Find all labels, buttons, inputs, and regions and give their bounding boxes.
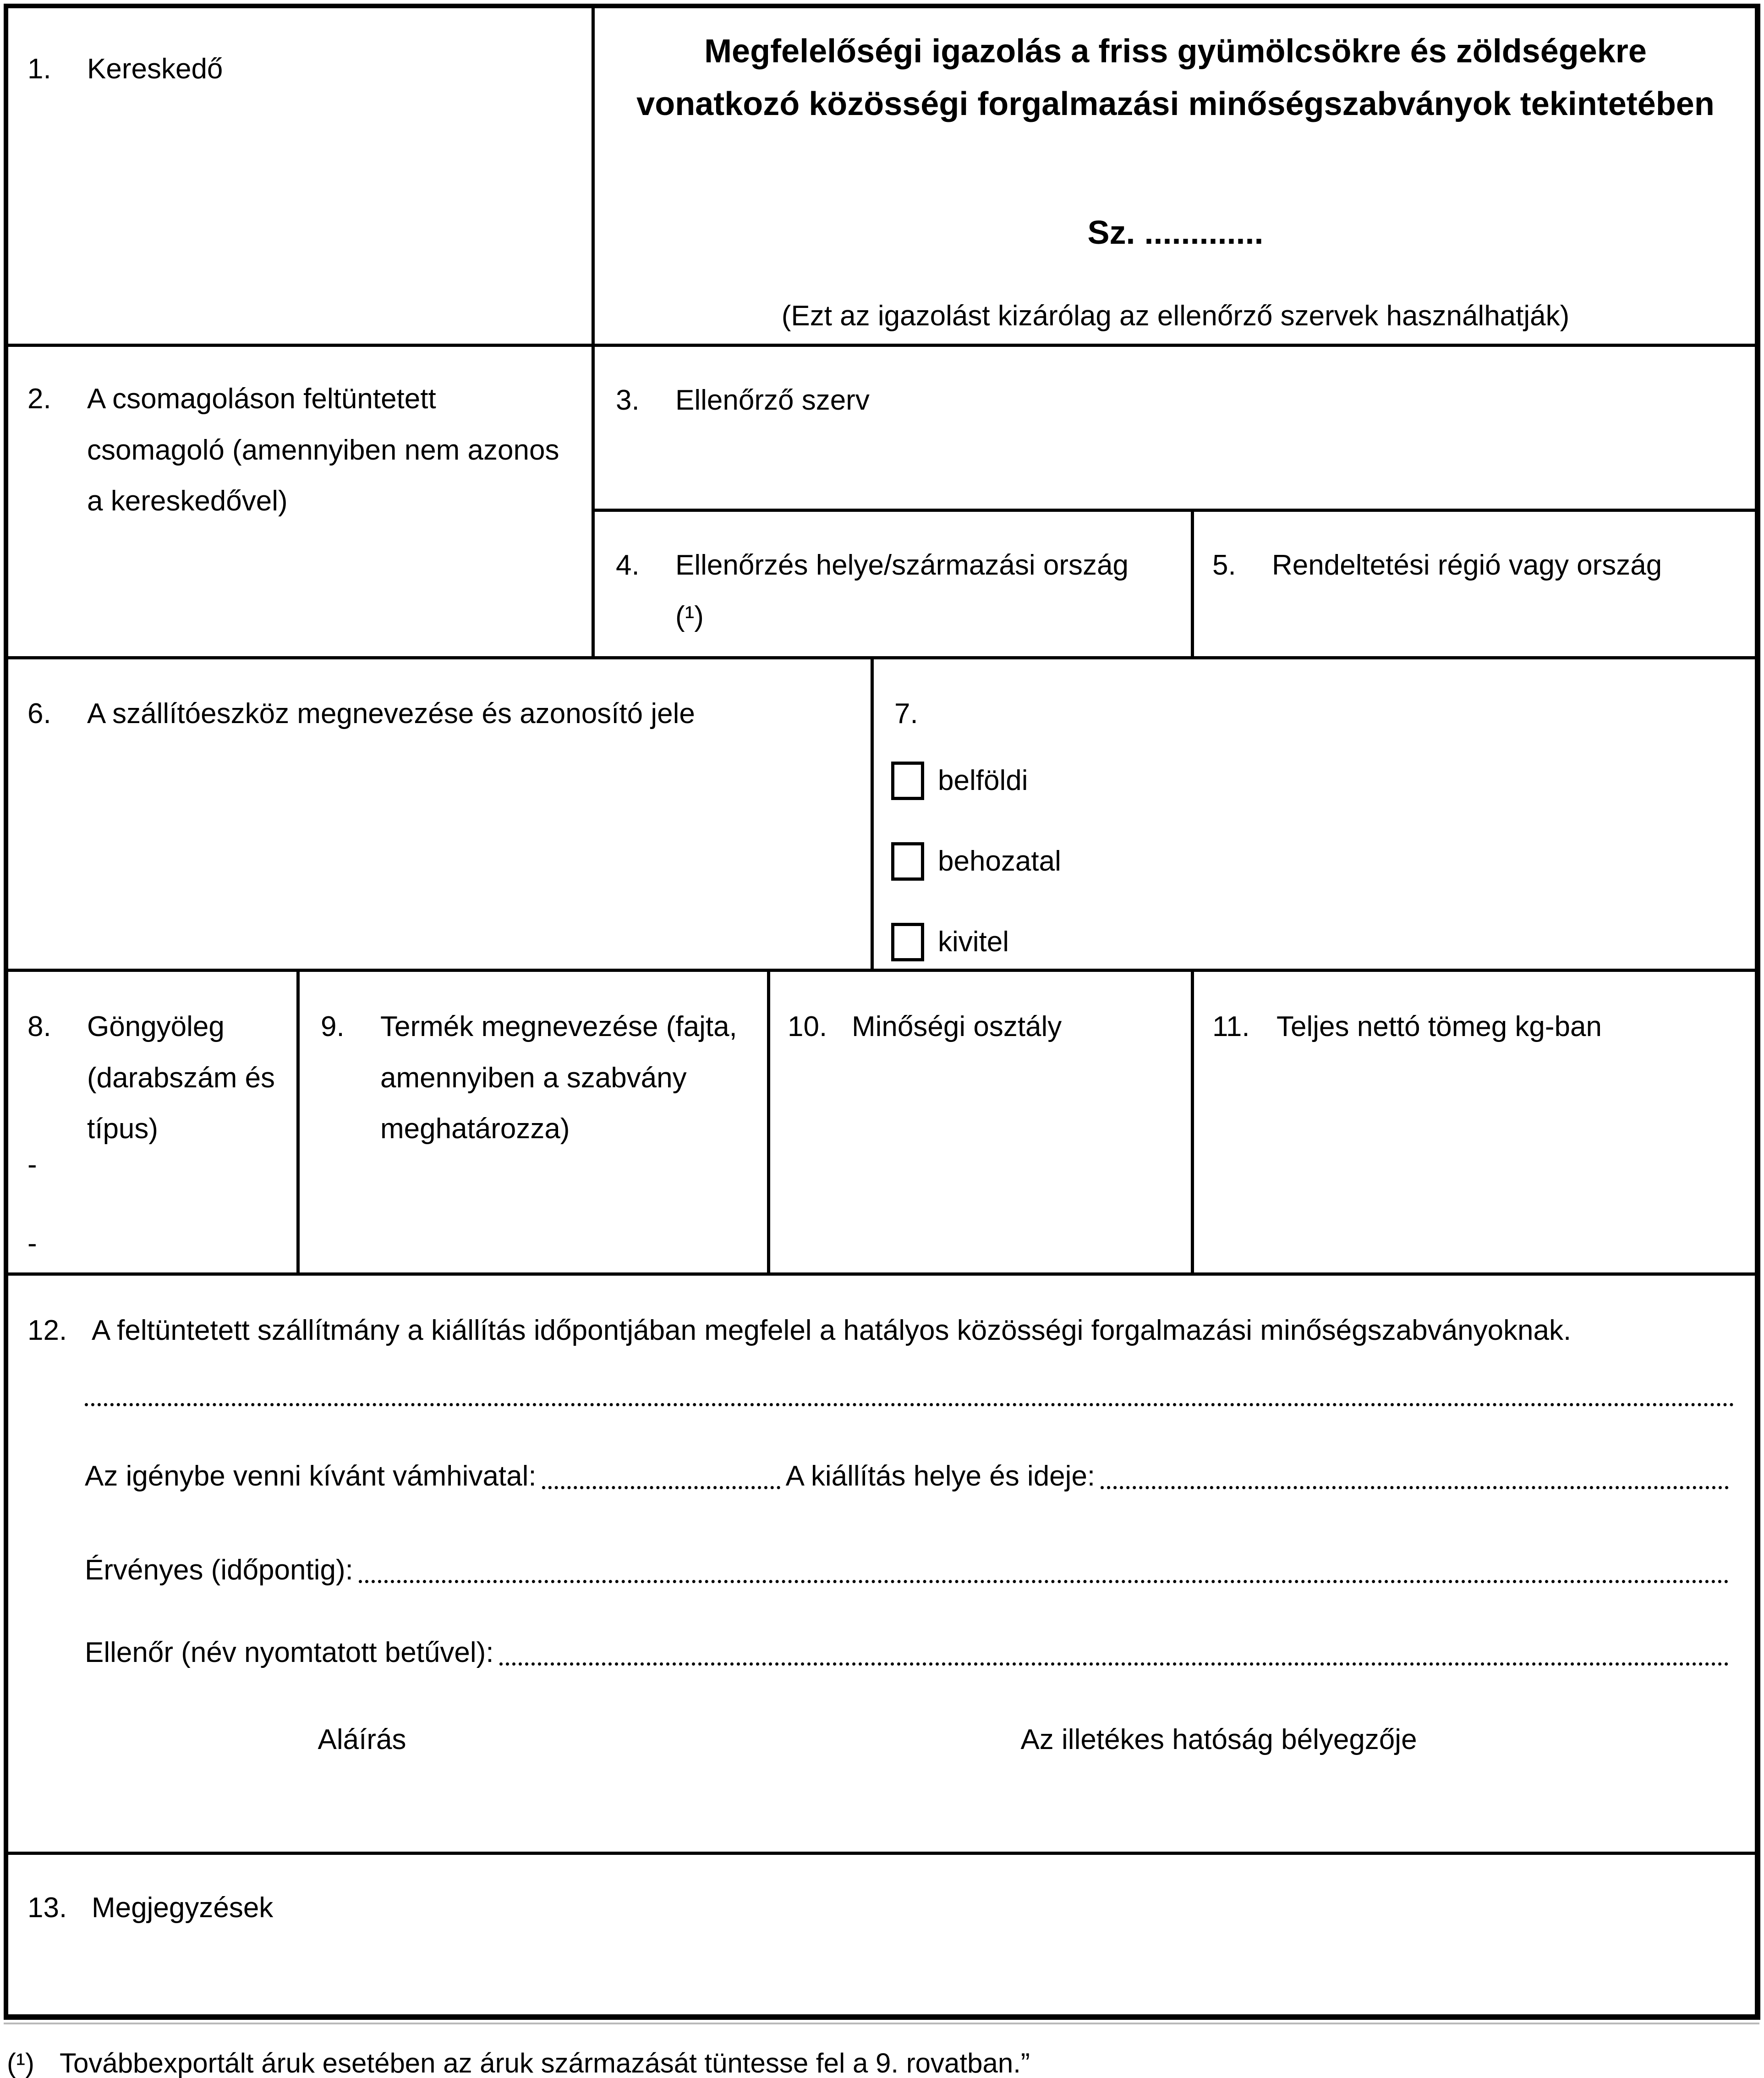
footnote-text: Továbbexportált áruk esetében az áruk származását tüntesse fel a 9. rovatban.”: [60, 2048, 1030, 2078]
box-1-merchant: [27, 44, 554, 95]
box-number: 12.: [27, 1315, 67, 1346]
validity-label: Érvényes (időpontig):: [85, 1554, 353, 1586]
box-9-product: [321, 1001, 751, 1155]
inspector-row: [85, 1634, 1734, 1672]
box-number: 11.: [1212, 1011, 1250, 1042]
box-9-label: Termék megnevezése (fajta, amennyiben a szabvány meghatározza): [380, 1011, 737, 1145]
grid-line: [4, 656, 1759, 659]
box-11-label: Teljes nettó tömeg kg-ban: [1276, 1011, 1602, 1042]
box-3-inspection-body: [616, 375, 1715, 426]
list-dash: -: [27, 1228, 37, 1259]
table-border-bottom: [4, 2014, 1759, 2020]
form-title: Megfelelőségi igazolás a friss gyümölcsökre és zöldségekre vonatkozó közösségi forgalmazási minőségszabványok tekintetében: [636, 33, 1715, 123]
grid-line: [296, 969, 300, 1276]
checkbox-export[interactable]: [891, 923, 924, 961]
write-line: [85, 1403, 1734, 1406]
grid-line: [592, 4, 595, 659]
box-number: 5.: [1212, 549, 1236, 581]
table-border-bottom-shadow: [4, 2023, 1759, 2024]
issue-place-label: A kiállítás helye és ideje:: [785, 1460, 1096, 1492]
box-number: 9.: [321, 1011, 345, 1042]
customs-office-row: [85, 1457, 1734, 1496]
write-line: [542, 1486, 780, 1489]
box-3-label: Ellenőrző szerv: [675, 384, 870, 416]
grid-line: [767, 969, 770, 1276]
box-2-label: A csomagoláson feltüntetett csomagoló (amennyiben nem azonos a kereskedővel): [87, 383, 559, 517]
form-title-wrap: [601, 25, 1750, 131]
grid-line: [592, 509, 1759, 512]
box-5-label: Rendeltetési régió vagy ország: [1272, 549, 1662, 581]
inspector-label: Ellenőr (név nyomtatott betűvel):: [85, 1637, 494, 1668]
write-line: [499, 1662, 1729, 1666]
box-11-net-weight: [1212, 1001, 1744, 1053]
table-border-right: [1755, 4, 1760, 2020]
checkbox-import[interactable]: [891, 842, 924, 881]
box-number: 7.: [894, 698, 918, 729]
checkbox-export-label: kivitel: [938, 926, 1009, 958]
box-number: 6.: [27, 698, 51, 729]
option-domestic: [891, 762, 1028, 800]
box-10-label: Minőségi osztály: [852, 1011, 1062, 1042]
checkbox-domestic-label: belföldi: [938, 765, 1028, 797]
grid-line: [4, 1272, 1759, 1276]
box-5-destination: [1212, 540, 1739, 591]
box-4-label: Ellenőrzés helye/származási ország (¹): [675, 549, 1129, 632]
box-4-place-of-inspection: [616, 540, 1156, 642]
checkbox-import-label: behozatal: [938, 845, 1061, 877]
grid-line: [1191, 509, 1194, 659]
footnote: [7, 2045, 1702, 2078]
box-13-remarks: [27, 1882, 944, 1934]
box-number: 2.: [27, 383, 51, 415]
grid-line: [871, 656, 874, 972]
box-7-trade-type: [894, 688, 1719, 740]
box-1-label: Kereskedő: [87, 53, 223, 85]
box-number: 3.: [616, 384, 640, 416]
box-number: 1.: [27, 53, 51, 85]
box-13-label: Megjegyzések: [92, 1892, 274, 1924]
grid-line: [1191, 969, 1194, 1276]
footnote-marker: (¹): [7, 2048, 34, 2078]
box-number: 10.: [788, 1011, 827, 1042]
box-12-declaration: [27, 1305, 1737, 1356]
option-export: [891, 923, 1009, 961]
box-10-quality-class: [788, 1001, 1177, 1053]
customs-office-label: Az igénybe venni kívánt vámhivatal:: [85, 1460, 537, 1492]
table-border-left: [4, 4, 8, 2020]
grid-line: [4, 344, 1759, 347]
write-line: [1101, 1486, 1729, 1489]
grid-line: [4, 1852, 1759, 1855]
box-6-label: A szállítóeszköz megnevezése és azonosító jele: [87, 698, 695, 729]
checkbox-domestic[interactable]: [891, 762, 924, 800]
serial-number-line: Sz. .............: [1087, 214, 1264, 251]
usage-note: (Ezt az igazolást kizárólag az ellenőrző szervek használhatják): [781, 300, 1570, 332]
box-12-statement: A feltüntetett szállítmány a kiállítás időpontjában megfelel a hatályos közösségi forgalmazási minőségszabványoknak.: [92, 1315, 1572, 1346]
box-8-label: Göngyöleg (darabszám és típus): [87, 1011, 275, 1145]
table-border-top: [4, 4, 1759, 8]
box-6-transport: [27, 688, 843, 740]
box-number: 8.: [27, 1011, 51, 1042]
validity-row: [85, 1551, 1734, 1590]
signature-label: Aláírás: [318, 1724, 406, 1755]
stamp-label: Az illetékes hatóság bélyegzője: [1020, 1724, 1417, 1755]
box-8-packages: [27, 1001, 277, 1155]
grid-line: [4, 969, 1759, 972]
list-dash: -: [27, 1149, 37, 1180]
box-number: 13.: [27, 1892, 67, 1924]
write-line: [359, 1580, 1729, 1583]
box-2-packer: [27, 373, 566, 527]
box-number: 4.: [616, 549, 640, 581]
option-import: [891, 842, 1061, 881]
